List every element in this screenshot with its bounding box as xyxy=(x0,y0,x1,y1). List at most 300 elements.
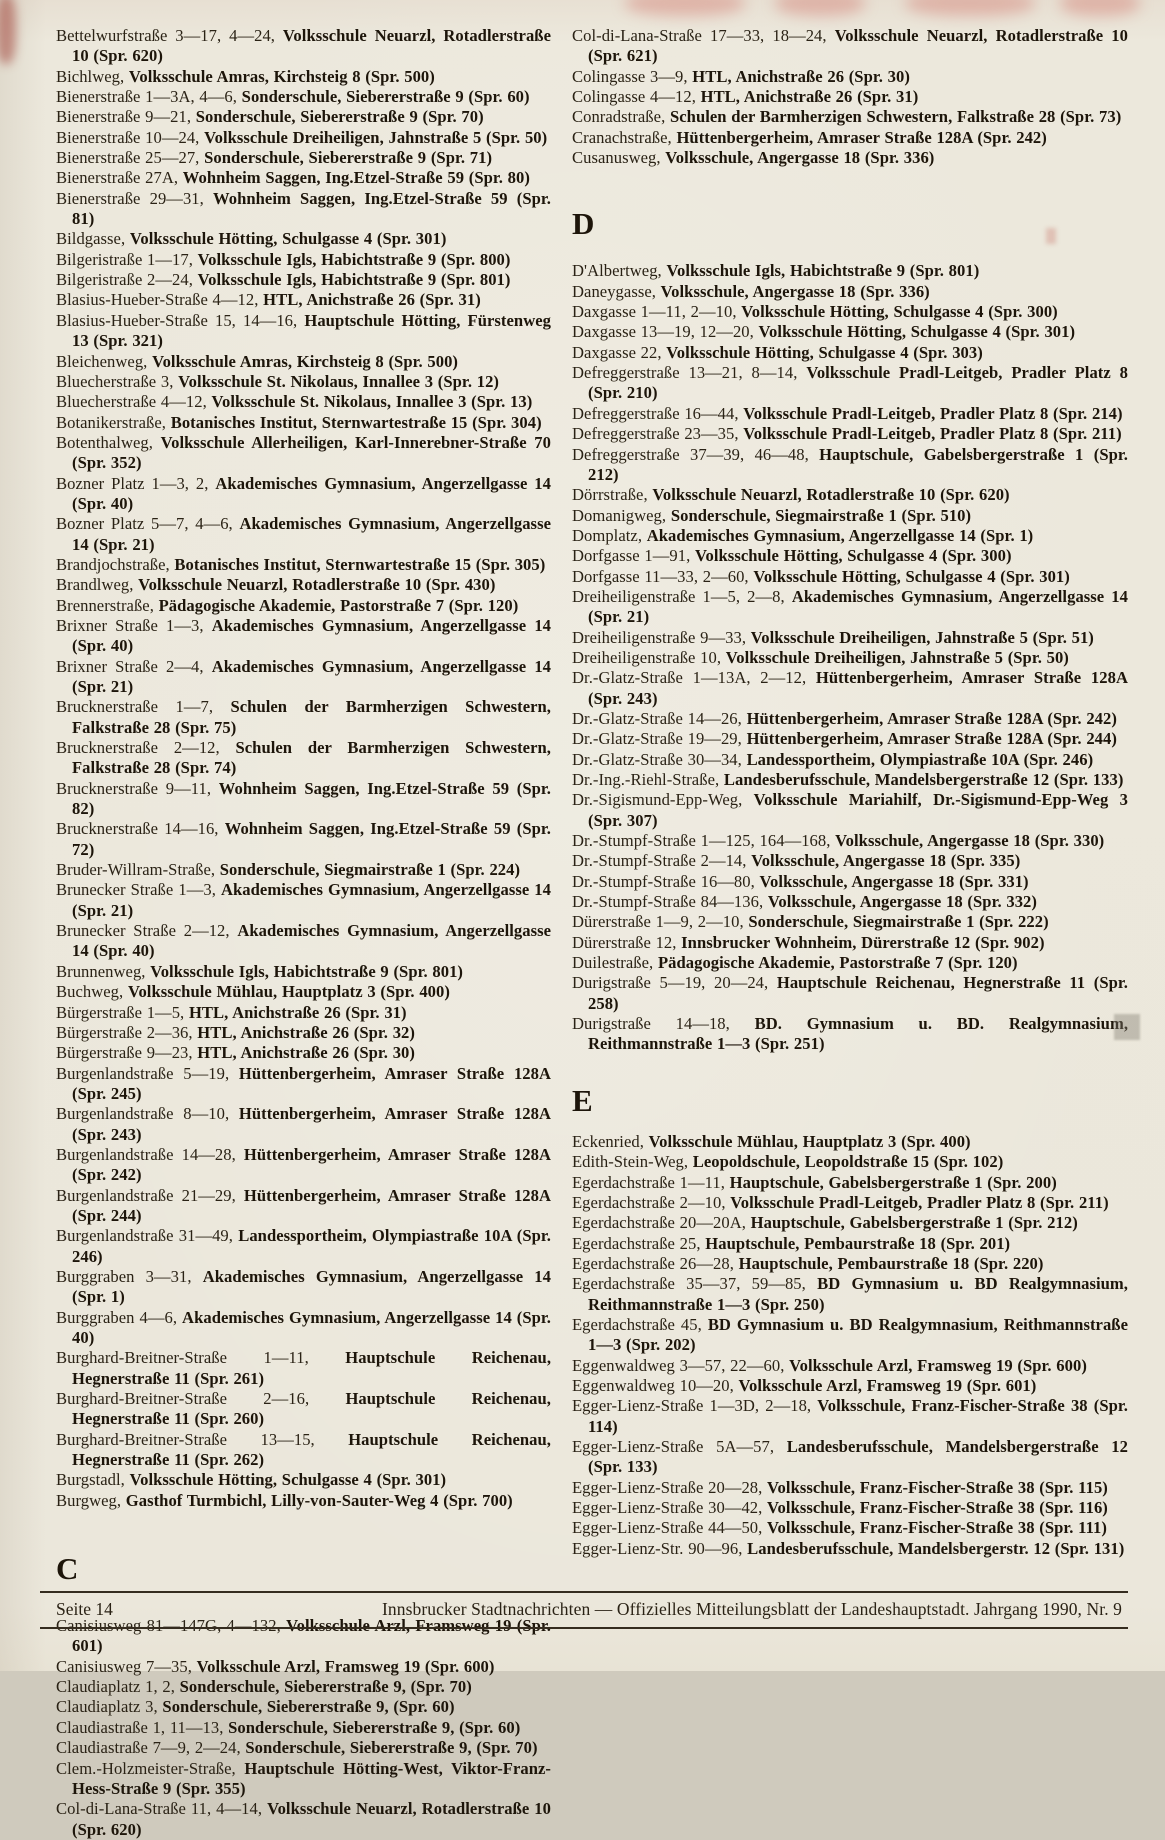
street-name: Dr.-Glatz-Straße 30—34, xyxy=(572,749,742,769)
street-entry xyxy=(572,546,1128,566)
street-entry xyxy=(572,404,1128,424)
street-entry xyxy=(572,1518,1128,1538)
street-entry xyxy=(572,933,1128,953)
school-detail: Pädagogische Akademie, Pastorstraße 7 (Spr. 120) xyxy=(657,953,1018,973)
street-name: Bürgerstraße 9—23, xyxy=(56,1043,193,1063)
street-name: Egger-Lienz-Straße 44—50, xyxy=(572,1518,763,1538)
street-name: Eggenwaldweg 10—20, xyxy=(572,1375,734,1395)
street-entry xyxy=(56,596,551,616)
street-entry xyxy=(56,1104,551,1145)
street-entry xyxy=(56,982,551,1002)
school-detail: Hüttenbergerheim, Amraser Straße 128A (Spr. 244) xyxy=(72,1185,552,1225)
school-detail: Volksschule, Franz-Fischer-Straße 38 (Spr. 116) xyxy=(767,1498,1108,1517)
street-entry xyxy=(572,485,1128,505)
street-entry xyxy=(572,973,1128,1014)
street-entry xyxy=(56,168,551,188)
street-name: Dr.-Glatz-Straße 19—29, xyxy=(572,729,742,749)
street-entry xyxy=(56,474,551,515)
school-detail: Akademisches Gymnasium, Angerzellgasse 14 (Spr. 21) xyxy=(72,514,551,554)
school-detail: Hüttenbergerheim, Amraser Straße 128A (Spr. 244) xyxy=(746,729,1117,749)
school-detail: Akademisches Gymnasium, Angerzellgasse 14 (Spr. 1) xyxy=(646,525,1034,545)
street-entry xyxy=(56,229,551,249)
street-entry xyxy=(572,567,1128,587)
street-name: Burgweg, xyxy=(56,1490,122,1510)
street-entry xyxy=(56,26,551,67)
street-entry xyxy=(56,1267,551,1308)
street-name: Burgenlandstraße 8—10, xyxy=(56,1104,230,1124)
school-detail: Volksschule Hötting, Schulgasse 4 (Spr. 300) xyxy=(741,302,1058,322)
street-entry xyxy=(572,953,1128,973)
street-name: Edith-Stein-Weg, xyxy=(572,1152,689,1172)
school-detail: Volksschule Arzl, Framsweg 19 (Spr. 601) xyxy=(72,1616,551,1656)
street-name: Dreiheiligenstraße 9—33, xyxy=(572,627,747,647)
street-name: Clem.-Holzmeister-Straße, xyxy=(56,1758,236,1778)
school-detail: Volksschule Amras, Kirchsteig 8 (Spr. 500) xyxy=(128,66,435,86)
school-detail: Volksschule Mariahilf, Dr.-Sigismund-Epp-Weg 3 (Spr. 307) xyxy=(588,790,1128,830)
street-entry xyxy=(572,1193,1128,1213)
street-entry xyxy=(572,587,1128,628)
street-name: Claudiastraße 7—9, 2—24, xyxy=(56,1738,241,1758)
school-detail: Volksschule Dreiheiligen, Jahnstraße 5 (Spr. 51) xyxy=(750,627,1094,647)
street-name: Brandlweg, xyxy=(56,575,134,595)
school-detail: Volksschule Mühlau, Hauptplatz 3 (Spr. 400) xyxy=(127,982,450,1002)
school-detail: Volksschule, Franz-Fischer-Straße 38 (Spr. 114) xyxy=(588,1396,1128,1436)
school-detail: Akademisches Gymnasium, Angerzellgasse 14 (Spr. 40) xyxy=(72,921,552,961)
street-name: Burgenlandstraße 21—29, xyxy=(56,1185,236,1205)
street-entry xyxy=(572,750,1128,770)
street-entry xyxy=(572,322,1128,342)
page-footer xyxy=(40,1591,1128,1629)
street-entry xyxy=(572,67,1128,87)
school-detail: Sonderschule, Siebererstraße 9 (Spr. 71) xyxy=(204,148,493,168)
street-entry xyxy=(56,962,551,982)
street-name: Bienerstraße 10—24, xyxy=(56,127,200,147)
street-name: Egerdachstraße 26—28, xyxy=(572,1253,734,1273)
school-detail: Akademisches Gymnasium, Angerzellgasse 14 (Spr. 21) xyxy=(72,656,552,696)
school-detail: Volksschule Hötting, Schulgasse 4 (Spr. 301) xyxy=(758,322,1076,342)
street-name: Bruder-Willram-Straße, xyxy=(56,860,216,880)
street-entry xyxy=(56,311,551,352)
street-name: Colingasse 3—9, xyxy=(572,66,688,86)
street-entry xyxy=(572,1213,1128,1233)
school-detail: Hauptschule Hötting-West, Viktor-Franz-Hess-Straße 9 (Spr. 355) xyxy=(72,1758,552,1798)
street-entry xyxy=(56,107,551,127)
school-detail: Volksschule Dreiheiligen, Jahnstraße 5 (Spr. 50) xyxy=(725,647,1069,667)
school-detail: Volksschule, Angergasse 18 (Spr. 332) xyxy=(767,892,1037,912)
street-name: Dreiheiligenstraße 10, xyxy=(572,647,722,667)
left-column xyxy=(56,26,551,1840)
school-detail: HTL, Anichstraße 26 (Spr. 32) xyxy=(197,1022,415,1042)
street-entry xyxy=(56,1186,551,1227)
street-name: Daxgasse 1—11, 2—10, xyxy=(572,302,737,322)
street-entry xyxy=(572,831,1128,851)
school-detail: BD Gymnasium u. BD Realgymnasium, Reithmannstraße 1—3 (Spr. 202) xyxy=(588,1314,1129,1355)
school-detail: Schulen der Barmherzigen Schwestern, Falkstraße 28 (Spr. 73) xyxy=(669,107,1122,127)
school-detail: Volksschule Pradl-Leitgeb, Pradler Platz 8 (Spr. 211) xyxy=(730,1192,1109,1212)
street-entry xyxy=(56,67,551,87)
school-detail: Volksschule Neuarzl, Rotadlerstraße 10 (Spr. 620) xyxy=(652,485,1010,505)
street-name: Dörrstraße, xyxy=(572,485,648,505)
street-entry xyxy=(56,1308,551,1349)
street-entry xyxy=(56,1226,551,1267)
street-entry xyxy=(56,1657,551,1677)
school-detail: Akademisches Gymnasium, Angerzellgasse 14 (Spr. 1) xyxy=(72,1266,551,1307)
school-detail: Volksschule Neuarzl, Rotadlerstraße 10 (Spr. 620) xyxy=(72,1799,551,1839)
school-detail: Landessportheim, Olympiastraße 10A (Spr. 246) xyxy=(746,749,1094,769)
street-name: Botanikerstraße, xyxy=(56,412,167,432)
school-detail: Akademisches Gymnasium, Angerzellgasse 14 (Spr. 21) xyxy=(72,880,552,920)
school-detail: Sonderschule, Siebererstraße 9, (Spr. 60) xyxy=(162,1697,455,1717)
street-entry xyxy=(56,270,551,290)
street-name: Burghard-Breitner-Straße 1—11, xyxy=(56,1348,309,1368)
street-name: Brennerstraße, xyxy=(56,595,154,615)
street-name: Botenthalweg, xyxy=(56,432,153,452)
street-name: Burggraben 3—31, xyxy=(56,1266,192,1286)
school-detail: Volksschule Igls, Habichtstraße 9 (Spr. 801) xyxy=(197,270,511,290)
street-name: Egger-Lienz-Straße 1—3D, 2—18, xyxy=(572,1396,812,1416)
street-entry xyxy=(56,250,551,270)
street-entry xyxy=(572,1274,1128,1315)
street-name: Burghard-Breitner-Straße 2—16, xyxy=(56,1389,310,1409)
street-entry xyxy=(572,1437,1128,1478)
school-detail: Hüttenbergerheim, Amraser Straße 128A (Spr. 243) xyxy=(588,668,1128,708)
school-detail: Akademisches Gymnasium, Angerzellgasse 14 (Spr. 40) xyxy=(72,615,552,656)
street-name: Defreggerstraße 37—39, 46—48, xyxy=(572,444,809,464)
school-detail: HTL, Anichstraße 26 (Spr. 31) xyxy=(263,290,481,310)
street-entry xyxy=(56,860,551,880)
street-entry xyxy=(56,1430,551,1471)
street-name: Burgenlandstraße 14—28, xyxy=(56,1144,236,1164)
school-detail: Sonderschule, Siebererstraße 9, (Spr. 70) xyxy=(245,1738,538,1758)
street-name: Buchweg, xyxy=(56,982,124,1002)
school-detail: Hüttenbergerheim, Amraser Straße 128A (Spr. 242) xyxy=(676,127,1047,147)
school-detail: BD. Gymnasium u. BD. Realgymnasium, Reithmannstraße 1—3 (Spr. 251) xyxy=(588,1014,1129,1054)
street-name: Burgenlandstraße 5—19, xyxy=(56,1063,230,1083)
street-entry xyxy=(572,1478,1128,1498)
street-name: Burgstadl, xyxy=(56,1470,125,1490)
school-detail: HTL, Anichstraße 26 (Spr. 31) xyxy=(188,1002,407,1022)
school-detail: Akademisches Gymnasium, Angerzellgasse 14 (Spr. 21) xyxy=(588,586,1129,627)
school-detail: Wohnheim Saggen, Ing.Etzel-Straße 59 (Spr. 80) xyxy=(182,168,530,188)
street-name: Egger-Lienz-Str. 90—96, xyxy=(572,1538,743,1558)
school-detail: Hauptschule, Pembaurstraße 18 (Spr. 220) xyxy=(738,1253,1044,1273)
school-detail: Sonderschule, Siebererstraße 9 (Spr. 70) xyxy=(195,107,484,127)
street-name: Bozner Platz 1—3, 2, xyxy=(56,473,209,493)
street-entry xyxy=(56,819,551,860)
street-name: Durigstraße 5—19, 20—24, xyxy=(572,973,769,993)
street-name: Burgenlandstraße 31—49, xyxy=(56,1226,233,1246)
street-entry xyxy=(56,555,551,575)
street-entry xyxy=(572,1376,1128,1396)
school-detail: Volksschule Mühlau, Hauptplatz 3 (Spr. 400) xyxy=(648,1131,971,1151)
street-entry xyxy=(56,1389,551,1430)
school-detail: Hauptschule, Gabelsbergerstraße 1 (Spr. 200) xyxy=(729,1172,1057,1192)
school-detail: Schulen der Barmherzigen Schwestern, Falkstraße 28 (Spr. 74) xyxy=(72,738,551,778)
street-entry xyxy=(56,128,551,148)
street-name: Dr.-Stumpf-Straße 16—80, xyxy=(572,871,755,891)
street-name: Bürgerstraße 1—5, xyxy=(56,1002,185,1022)
street-entry xyxy=(56,87,551,107)
street-entry xyxy=(572,1498,1128,1518)
school-detail: Volksschule Pradl-Leitgeb, Pradler Platz 8 (Spr. 210) xyxy=(588,363,1128,403)
section-heading-c: C xyxy=(56,1551,79,1587)
section-heading-e: E xyxy=(572,1082,593,1118)
school-detail: Gasthof Turmbichl, Lilly-von-Sauter-Weg 4 (Spr. 700) xyxy=(125,1490,513,1510)
school-detail: Volksschule Igls, Habichtstraße 9 (Spr. 801) xyxy=(150,961,464,981)
street-name: Durigstraße 14—18, xyxy=(572,1014,730,1034)
school-detail: Volksschule, Angergasse 18 (Spr. 330) xyxy=(835,831,1105,851)
right-column xyxy=(572,26,1128,1840)
street-name: Dorfgasse 1—91, xyxy=(572,546,691,566)
street-name: Bienerstraße 27A, xyxy=(56,168,179,188)
street-entry xyxy=(572,709,1128,729)
school-detail: Innsbrucker Wohnheim, Dürerstraße 12 (Spr. 902) xyxy=(681,932,1045,952)
street-entry xyxy=(56,372,551,392)
street-name: Eggenwaldweg 3—57, 22—60, xyxy=(572,1355,785,1375)
school-detail: HTL, Anichstraße 26 (Spr. 30) xyxy=(197,1043,415,1063)
school-detail: Wohnheim Saggen, Ing.Etzel-Straße 59 (Spr. 72) xyxy=(72,819,551,859)
street-entry xyxy=(572,506,1128,526)
street-name: Dr.-Sigismund-Epp-Weg, xyxy=(572,790,743,810)
street-entry xyxy=(56,352,551,372)
school-detail: Volksschule Pradl-Leitgeb, Pradler Platz 8 (Spr. 214) xyxy=(743,403,1123,423)
school-detail: Volksschule Neuarzl, Rotadlerstraße 10 (Spr. 430) xyxy=(138,575,496,595)
street-name: Brixner Straße 1—3, xyxy=(56,615,204,635)
street-name: Brunecker Straße 1—3, xyxy=(56,880,216,900)
street-entry xyxy=(56,433,551,474)
school-detail: Wohnheim Saggen, Ing.Etzel-Straße 59 (Spr. 82) xyxy=(72,778,551,819)
street-entry xyxy=(572,261,1128,281)
street-name: Egerdachstraße 25, xyxy=(572,1233,701,1253)
street-entry xyxy=(572,87,1128,107)
school-detail: Volksschule Amras, Kirchsteig 8 (Spr. 500) xyxy=(152,351,459,371)
street-name: Canisiusweg 81—147G, 4—132, xyxy=(56,1616,281,1636)
school-detail: Botanisches Institut, Sternwartestraße 15 (Spr. 304) xyxy=(170,412,542,432)
street-entry xyxy=(56,1738,551,1758)
street-name: Eckenried, xyxy=(572,1131,644,1151)
school-detail: Volksschule Arzl, Framsweg 19 (Spr. 601) xyxy=(738,1375,1037,1395)
street-entry xyxy=(572,302,1128,322)
street-name: Dürerstraße 12, xyxy=(572,932,677,952)
street-name: Dr.-Stumpf-Straße 2—14, xyxy=(572,851,747,871)
street-name: Egerdachstraße 45, xyxy=(572,1314,702,1334)
street-name: Burghard-Breitner-Straße 13—15, xyxy=(56,1429,315,1449)
school-detail: Volksschule, Franz-Fischer-Straße 38 (Spr. 115) xyxy=(767,1477,1108,1497)
street-name: Brucknerstraße 9—11, xyxy=(56,778,212,798)
street-entry xyxy=(572,26,1128,67)
school-detail: Volksschule, Angergasse 18 (Spr. 336) xyxy=(665,148,935,168)
street-entry xyxy=(572,912,1128,932)
school-detail: Volksschule St. Nikolaus, Innallee 3 (Spr. 13) xyxy=(211,392,533,412)
school-detail: Volksschule Hötting, Schulgasse 4 (Spr. 300) xyxy=(695,546,1012,566)
street-entry xyxy=(572,445,1128,486)
street-name: Dr.-Glatz-Straße 1—13A, 2—12, xyxy=(572,668,807,688)
street-entry xyxy=(56,657,551,698)
school-detail: Botanisches Institut, Sternwartestraße 15 (Spr. 305) xyxy=(174,554,546,574)
street-name: Dreiheiligenstraße 1—5, 2—8, xyxy=(572,586,785,606)
school-detail: Pädagogische Akademie, Pastorstraße 7 (Spr. 120) xyxy=(158,595,519,615)
street-entry xyxy=(56,738,551,779)
street-name: Bettelwurfstraße 3—17, 4—24, xyxy=(56,26,275,45)
street-name: Col-di-Lana-Straße 17—33, 18—24, xyxy=(572,26,827,45)
street-name: Canisiusweg 7—35, xyxy=(56,1656,192,1676)
school-detail: Sonderschule, Siebererstraße 9 (Spr. 60) xyxy=(241,87,530,107)
school-detail: HTL, Anichstraße 26 (Spr. 30) xyxy=(692,66,910,86)
school-detail: Landesberufsschule, Mandelsbergerstraße 12 (Spr. 133) xyxy=(588,1436,1128,1477)
street-name: Bluecherstraße 4—12, xyxy=(56,392,207,412)
street-name: Dr.-Ing.-Riehl-Straße, xyxy=(572,770,720,789)
school-detail: Wohnheim Saggen, Ing.Etzel-Straße 59 (Spr. 81) xyxy=(72,188,551,229)
street-name: Brandjochstraße, xyxy=(56,554,170,574)
street-entry xyxy=(56,1718,551,1738)
street-entry xyxy=(572,648,1128,668)
school-detail: Sonderschule, Siebererstraße 9, (Spr. 60) xyxy=(228,1717,521,1737)
school-detail: Volksschule Hötting, Schulgasse 4 (Spr. 301) xyxy=(753,566,1070,586)
street-entry xyxy=(572,148,1128,168)
street-entry xyxy=(56,1023,551,1043)
street-name: Bilgeristraße 2—24, xyxy=(56,270,193,290)
school-detail: Hüttenbergerheim, Amraser Straße 128A (Spr. 242) xyxy=(746,708,1117,728)
school-detail: Hauptschule, Gabelsbergerstraße 1 (Spr. 212) xyxy=(750,1213,1078,1233)
school-detail: Landessportheim, Olympiastraße 10A (Spr. 246) xyxy=(72,1226,552,1266)
street-entry xyxy=(56,1697,551,1717)
school-detail: Akademisches Gymnasium, Angerzellgasse 14 (Spr. 40) xyxy=(72,473,552,513)
street-name: Egerdachstraße 2—10, xyxy=(572,1192,726,1212)
street-name: Bienerstraße 25—27, xyxy=(56,148,200,168)
school-detail: Volksschule Neuarzl, Rotadlerstraße 10 (Spr. 620) xyxy=(72,26,551,66)
street-entry xyxy=(572,668,1128,709)
street-entry xyxy=(56,1677,551,1697)
street-name: Dr.-Stumpf-Straße 84—136, xyxy=(572,892,764,912)
street-entry xyxy=(572,1356,1128,1376)
street-entry xyxy=(572,1539,1128,1559)
street-name: Bienerstraße 29—31, xyxy=(56,188,204,208)
street-name: Egerdachstraße 35—37, 59—85, xyxy=(572,1274,806,1294)
street-name: Defreggerstraße 23—35, xyxy=(572,424,739,444)
street-entry xyxy=(56,1043,551,1063)
street-entry xyxy=(56,921,551,962)
school-detail: Hauptschule, Gabelsbergerstraße 1 (Spr. 212) xyxy=(588,444,1128,484)
street-name: Brucknerstraße 2—12, xyxy=(56,738,220,758)
school-detail: Sonderschule, Siegmairstraße 1 (Spr. 222) xyxy=(748,912,1049,932)
school-detail: Volksschule Hötting, Schulgasse 4 (Spr. 303) xyxy=(666,342,983,362)
street-entry xyxy=(572,770,1128,790)
street-entry xyxy=(572,892,1128,912)
street-entry xyxy=(572,1173,1128,1193)
street-entry xyxy=(572,729,1128,749)
street-entry xyxy=(572,1014,1128,1055)
street-name: Egger-Lienz-Straße 20—28, xyxy=(572,1477,763,1497)
street-name: Conradstraße, xyxy=(572,107,666,127)
school-detail: Sonderschule, Siebererstraße 9, (Spr. 70) xyxy=(179,1677,472,1697)
street-name: Egger-Lienz-Straße 5A—57, xyxy=(572,1436,775,1456)
street-name: Dorfgasse 11—33, 2—60, xyxy=(572,566,749,586)
street-entry xyxy=(56,413,551,433)
street-name: Claudiastraße 1, 11—13, xyxy=(56,1717,224,1737)
street-name: Brucknerstraße 14—16, xyxy=(56,819,219,839)
street-entry xyxy=(572,107,1128,127)
school-detail: Sonderschule, Siegmairstraße 1 (Spr. 510) xyxy=(670,505,972,525)
street-entry xyxy=(56,392,551,412)
school-detail: Sonderschule, Siegmairstraße 1 (Spr. 224) xyxy=(219,860,521,880)
street-name: Egerdachstraße 20—20A, xyxy=(572,1213,746,1233)
street-entry xyxy=(572,1132,1128,1152)
street-name: Colingasse 4—12, xyxy=(572,87,696,107)
school-detail: Volksschule, Angergasse 18 (Spr. 336) xyxy=(660,281,930,301)
street-name: Bilgeristraße 1—17, xyxy=(56,249,193,269)
street-name: Domanigweg, xyxy=(572,505,667,525)
street-name: Claudiaplatz 3, xyxy=(56,1697,158,1717)
school-detail: Volksschule Hötting, Schulgasse 4 (Spr. 301) xyxy=(129,1470,447,1490)
street-name: Cranachstraße, xyxy=(572,127,672,147)
street-name: Egerdachstraße 1—11, xyxy=(572,1172,725,1192)
school-detail: BD Gymnasium u. BD Realgymnasium, Reithmannstraße 1—3 (Spr. 250) xyxy=(588,1274,1128,1314)
street-entry xyxy=(572,790,1128,831)
school-detail: Volksschule Hötting, Schulgasse 4 (Spr. 301) xyxy=(129,229,447,249)
street-name: Daneygasse, xyxy=(572,281,656,301)
street-entry xyxy=(572,1396,1128,1437)
street-entry xyxy=(56,1799,551,1840)
street-name: Bienerstraße 9—21, xyxy=(56,107,192,127)
street-entry xyxy=(56,616,551,657)
street-name: Claudiaplatz 1, 2, xyxy=(56,1677,175,1697)
street-entry xyxy=(56,779,551,820)
school-detail: Volksschule, Angergasse 18 (Spr. 335) xyxy=(751,851,1021,871)
page-number: Seite 14 xyxy=(56,1599,113,1619)
school-detail: Volksschule Arzl, Framsweg 19 (Spr. 600) xyxy=(789,1355,1087,1375)
school-detail: Hüttenbergerheim, Amraser Straße 128A (Spr. 242) xyxy=(72,1144,552,1185)
street-name: Burggraben 4—6, xyxy=(56,1307,178,1327)
street-entry xyxy=(56,148,551,168)
street-entry xyxy=(572,424,1128,444)
street-entry xyxy=(572,851,1128,871)
street-entry xyxy=(56,1759,551,1800)
school-detail: Volksschule Igls, Habichtstraße 9 (Spr. 800) xyxy=(197,249,511,269)
school-detail: Volksschule Arzl, Framsweg 19 (Spr. 600) xyxy=(196,1656,495,1676)
school-detail: Volksschule Igls, Habichtstraße 9 (Spr. 801) xyxy=(666,261,980,281)
street-entry xyxy=(572,1152,1128,1172)
street-entry xyxy=(572,343,1128,363)
street-entry xyxy=(56,1003,551,1023)
street-entry xyxy=(572,282,1128,302)
street-name: Duilestraße, xyxy=(572,953,654,973)
street-name: Dr.-Glatz-Straße 14—26, xyxy=(572,708,742,728)
street-entry xyxy=(572,1254,1128,1274)
street-name: Bluecherstraße 3, xyxy=(56,371,174,391)
school-detail: Volksschule Neuarzl, Rotadlerstraße 10 (Spr. 621) xyxy=(588,26,1128,66)
school-detail: Hauptschule Reichenau, Hegnerstraße 11 (Spr. 261) xyxy=(72,1348,552,1388)
school-detail: Hauptschule Reichenau, Hegnerstraße 11 (Spr. 260) xyxy=(72,1389,551,1429)
school-detail: Hauptschule, Pembaurstraße 18 (Spr. 201) xyxy=(705,1233,1011,1253)
street-entry xyxy=(56,697,551,738)
street-name: Bürgerstraße 2—36, xyxy=(56,1022,193,1042)
street-name: Dürerstraße 1—9, 2—10, xyxy=(572,912,744,932)
street-name: Blasius-Hueber-Straße 15, 14—16, xyxy=(56,310,298,330)
street-name: Daxgasse 22, xyxy=(572,342,662,362)
street-name: Brunecker Straße 2—12, xyxy=(56,921,230,941)
street-name: Bleichenweg, xyxy=(56,351,148,371)
school-detail: Landesberufsschule, Mandelsbergerstraße 12 (Spr. 133) xyxy=(723,770,1124,789)
street-name: Bienerstraße 1—3A, 4—6, xyxy=(56,87,237,107)
street-name: Brunnenweg, xyxy=(56,961,146,981)
street-name: Daxgasse 13—19, 12—20, xyxy=(572,322,754,342)
school-detail: Schulen der Barmherzigen Schwestern, Falkstraße 28 (Spr. 75) xyxy=(72,697,551,737)
school-detail: Hauptschule Reichenau, Hegnerstraße 11 (Spr. 258) xyxy=(588,973,1128,1013)
school-detail: Landesberufsschule, Mandelsbergerstr. 12 (Spr. 131) xyxy=(747,1538,1125,1558)
street-entry xyxy=(56,189,551,230)
school-detail: Volksschule Dreiheiligen, Jahnstraße 5 (Spr. 50) xyxy=(204,127,548,147)
school-detail: Hauptschule Hötting, Fürstenweg 13 (Spr. 321) xyxy=(72,310,551,351)
